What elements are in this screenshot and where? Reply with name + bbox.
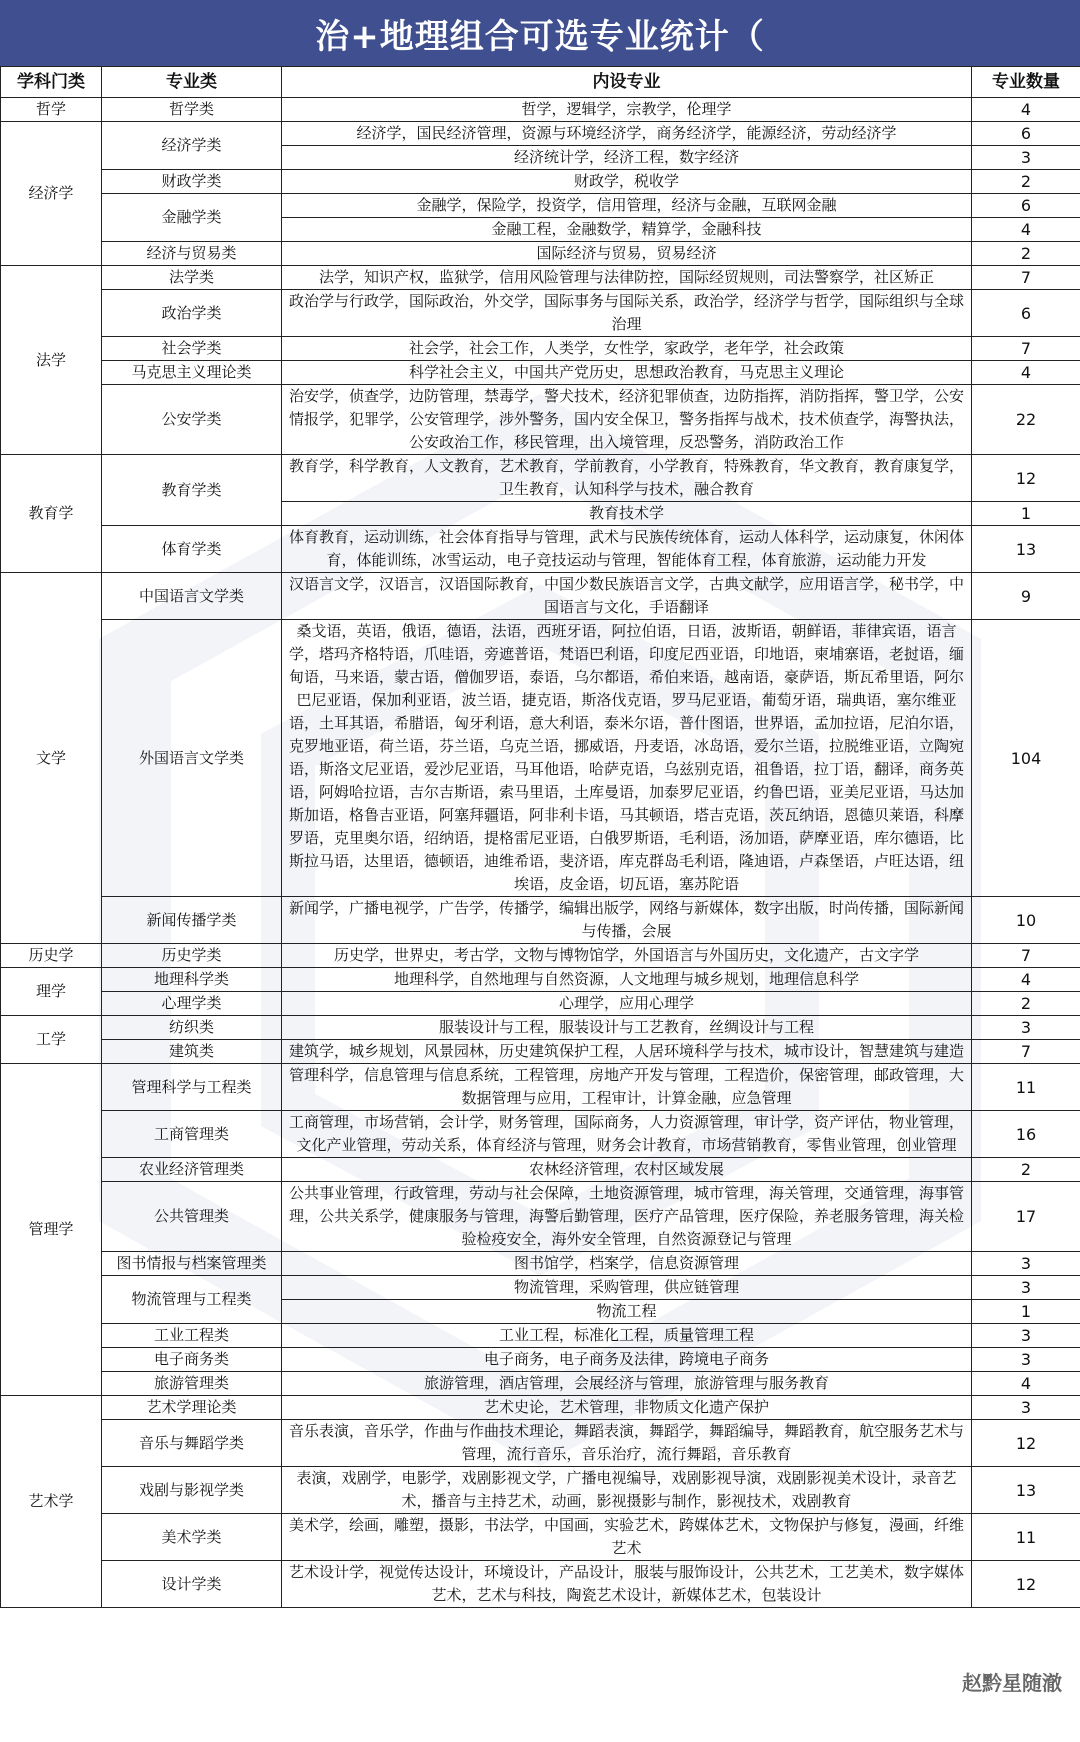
majors-cell: 科学社会主义，中国共产党历史，思想政治教育，马克思主义理论: [282, 361, 972, 385]
class-cell: 体育学类: [102, 526, 282, 573]
class-cell: 历史学类: [102, 944, 282, 968]
count-cell: 6: [972, 290, 1080, 337]
class-cell: 公安学类: [102, 385, 282, 455]
table-row: [1, 526, 1080, 573]
discipline-cell: 管理学: [1, 1064, 102, 1396]
count-cell: 22: [972, 385, 1080, 455]
majors-cell: 电子商务，电子商务及法律，跨境电子商务: [282, 1348, 972, 1372]
majors-cell: 财政学，税收学: [282, 170, 972, 194]
majors-cell: 物流管理，采购管理，供应链管理: [282, 1276, 972, 1300]
class-cell: 金融学类: [102, 194, 282, 242]
count-cell: 7: [972, 337, 1080, 361]
table-header-row: [1, 67, 1080, 98]
count-cell: 11: [972, 1514, 1080, 1561]
count-cell: 3: [972, 1396, 1080, 1420]
majors-cell: 汉语言文学，汉语言，汉语国际教育，中国少数民族语言文学，古典文献学，应用语言学，秘书学，中国语言与文化，手语翻译: [282, 573, 972, 620]
majors-cell: 建筑学，城乡规划，风景园林，历史建筑保护工程，人居环境科学与技术，城市设计，智慧建筑与建造: [282, 1040, 972, 1064]
table-row: [1, 1561, 1080, 1608]
class-cell: 建筑类: [102, 1040, 282, 1064]
discipline-cell: 工学: [1, 1016, 102, 1064]
majors-cell: 新闻学，广播电视学，广告学，传播学，编辑出版学，网络与新媒体，数字出版，时尚传播，国际新闻与传播，会展: [282, 897, 972, 944]
majors-cell: 桑戈语，英语，俄语，德语，法语，西班牙语，阿拉伯语，日语，波斯语，朝鲜语，菲律宾语，语言学，塔玛齐格特语，爪哇语，旁遮普语，梵语巴利语，印度尼西亚语，印地语，柬埔寨语，老挝语，缅甸语，马来语，蒙古语，僧伽罗语，泰语，乌尔都语，希伯来语，越南语，豪萨语，斯瓦希里语，阿尔巴尼亚语，保加利亚语，波兰语，捷克语，斯洛伐克语，罗马尼亚语，葡萄牙语，瑞典语，塞尔维亚语，土耳其语，希腊语，匈牙利语，意大利语，泰米尔语，普什图语，世界语，孟加拉语，尼泊尔语，克罗地亚语，荷兰语，芬兰语，乌克兰语，挪威语，丹麦语，冰岛语，爱尔兰语，拉脱维亚语，立陶宛语，斯洛文尼亚语，爱沙尼亚语，马耳他语，哈萨克语，乌兹别克语，祖鲁语，拉丁语，翻译，商务英语，阿姆哈拉语，吉尔吉斯语，索马里语，土库曼语，加泰罗尼亚语，约鲁巴语，亚美尼亚语，马达加斯加语，格鲁吉亚语，阿塞拜疆语，阿非利卡语，马其顿语，塔吉克语，茨瓦纳语，恩德贝莱语，科摩罗语，克里奥尔语，绍纳语，提格雷尼亚语，白俄罗斯语，毛利语，汤加语，萨摩亚语，库尔德语，比斯拉马语，达里语，德顿语，迪维希语，斐济语，库克群岛毛利语，隆迪语，卢森堡语，卢旺达语，纽埃语，皮金语，切瓦语，塞苏陀语: [282, 620, 972, 897]
discipline-cell: 文学: [1, 573, 102, 944]
majors-cell: 金融工程，金融数学，精算学，金融科技: [282, 218, 972, 242]
class-cell: 中国语言文学类: [102, 573, 282, 620]
header-count: 专业数量: [972, 67, 1080, 98]
table-row: [1, 944, 1080, 968]
majors-table: [0, 66, 1080, 1608]
count-cell: 10: [972, 897, 1080, 944]
header-class: 专业类: [102, 67, 282, 98]
class-cell: 管理科学与工程类: [102, 1064, 282, 1111]
class-cell: 戏剧与影视学类: [102, 1467, 282, 1514]
table-row: [1, 1396, 1080, 1420]
class-cell: 政治学类: [102, 290, 282, 337]
count-cell: 3: [972, 1016, 1080, 1040]
page-title: 治+地理组合可选专业统计（: [315, 16, 765, 57]
class-cell: 经济学类: [102, 122, 282, 170]
count-cell: 4: [972, 1372, 1080, 1396]
table-row: [1, 573, 1080, 620]
majors-cell: 历史学，世界史，考古学，文物与博物馆学，外国语言与外国历史，文化遗产，古文字学: [282, 944, 972, 968]
class-cell: 农业经济管理类: [102, 1158, 282, 1182]
table-row: [1, 1182, 1080, 1252]
class-cell: 旅游管理类: [102, 1372, 282, 1396]
table-row: [1, 122, 1080, 146]
discipline-cell: 艺术学: [1, 1396, 102, 1608]
class-cell: 马克思主义理论类: [102, 361, 282, 385]
table-row: [1, 1420, 1080, 1467]
table-row: [1, 1348, 1080, 1372]
table-row: [1, 170, 1080, 194]
majors-cell: 服装设计与工程，服装设计与工艺教育，丝绸设计与工程: [282, 1016, 972, 1040]
class-cell: 艺术学理论类: [102, 1396, 282, 1420]
majors-cell: 艺术史论，艺术管理，非物质文化遗产保护: [282, 1396, 972, 1420]
table-row: [1, 1016, 1080, 1040]
table-row: [1, 992, 1080, 1016]
table-row: [1, 242, 1080, 266]
discipline-cell: 经济学: [1, 122, 102, 266]
table-row: [1, 968, 1080, 992]
class-cell: 设计学类: [102, 1561, 282, 1608]
table-row: [1, 1276, 1080, 1300]
majors-cell: 物流工程: [282, 1300, 972, 1324]
table-row: [1, 98, 1080, 122]
count-cell: 2: [972, 242, 1080, 266]
count-cell: 2: [972, 170, 1080, 194]
majors-cell: 社会学，社会工作，人类学，女性学，家政学，老年学，社会政策: [282, 337, 972, 361]
table-row: [1, 455, 1080, 502]
count-cell: 7: [972, 266, 1080, 290]
majors-cell: 公共事业管理，行政管理，劳动与社会保障，土地资源管理，城市管理，海关管理，交通管理，海事管理，公共关系学，健康服务与管理，海警后勤管理，医疗产品管理，医疗保险，养老服务管理，海关检验检疫安全，海外安全管理，自然资源登记与管理: [282, 1182, 972, 1252]
table-row: [1, 897, 1080, 944]
majors-cell: 地理科学，自然地理与自然资源，人文地理与城乡规划，地理信息科学: [282, 968, 972, 992]
majors-cell: 经济统计学，经济工程，数字经济: [282, 146, 972, 170]
majors-cell: 政治学与行政学，国际政治，外交学，国际事务与国际关系，政治学，经济学与哲学，国际组织与全球治理: [282, 290, 972, 337]
count-cell: 4: [972, 361, 1080, 385]
class-cell: 美术学类: [102, 1514, 282, 1561]
count-cell: 13: [972, 526, 1080, 573]
count-cell: 12: [972, 455, 1080, 502]
count-cell: 3: [972, 146, 1080, 170]
count-cell: 3: [972, 1324, 1080, 1348]
majors-cell: 经济学，国民经济管理，资源与环境经济学，商务经济学，能源经济，劳动经济学: [282, 122, 972, 146]
table-row: [1, 1372, 1080, 1396]
class-cell: 外国语言文学类: [102, 620, 282, 897]
count-cell: 17: [972, 1182, 1080, 1252]
majors-cell: 旅游管理，酒店管理，会展经济与管理，旅游管理与服务教育: [282, 1372, 972, 1396]
class-cell: 财政学类: [102, 170, 282, 194]
watermark: 赵黔星随澈: [962, 1671, 1062, 1695]
count-cell: 1: [972, 502, 1080, 526]
table-row: [1, 194, 1080, 218]
discipline-cell: 哲学: [1, 98, 102, 122]
table-row: [1, 1064, 1080, 1111]
count-cell: 12: [972, 1561, 1080, 1608]
table-row: [1, 266, 1080, 290]
majors-cell: 图书馆学，档案学，信息资源管理: [282, 1252, 972, 1276]
count-cell: 4: [972, 218, 1080, 242]
class-cell: 哲学类: [102, 98, 282, 122]
count-cell: 11: [972, 1064, 1080, 1111]
majors-cell: 音乐表演，音乐学，作曲与作曲技术理论，舞蹈表演，舞蹈学，舞蹈编导，舞蹈教育，航空服务艺术与管理，流行音乐，音乐治疗，流行舞蹈，音乐教育: [282, 1420, 972, 1467]
count-cell: 3: [972, 1276, 1080, 1300]
table-row: [1, 290, 1080, 337]
discipline-cell: 教育学: [1, 455, 102, 573]
count-cell: 3: [972, 1348, 1080, 1372]
class-cell: 音乐与舞蹈学类: [102, 1420, 282, 1467]
count-cell: 9: [972, 573, 1080, 620]
class-cell: 经济与贸易类: [102, 242, 282, 266]
majors-cell: 国际经济与贸易，贸易经济: [282, 242, 972, 266]
count-cell: 7: [972, 1040, 1080, 1064]
count-cell: 12: [972, 1420, 1080, 1467]
majors-cell: 美术学，绘画，雕塑，摄影，书法学，中国画，实验艺术，跨媒体艺术，文物保护与修复，漫画，纤维艺术: [282, 1514, 972, 1561]
majors-cell: 艺术设计学，视觉传达设计，环境设计，产品设计，服装与服饰设计，公共艺术，工艺美术，数字媒体艺术，艺术与科技，陶瓷艺术设计，新媒体艺术，包装设计: [282, 1561, 972, 1608]
majors-cell: 教育学，科学教育，人文教育，艺术教育，学前教育，小学教育，特殊教育，华文教育，教育康复学，卫生教育，认知科学与技术，融合教育: [282, 455, 972, 502]
header-majors: 内设专业: [282, 67, 972, 98]
class-cell: 工商管理类: [102, 1111, 282, 1158]
count-cell: 2: [972, 1158, 1080, 1182]
majors-cell: 法学，知识产权，监狱学，信用风险管理与法律防控，国际经贸规则，司法警察学，社区矫正: [282, 266, 972, 290]
table-row: [1, 1158, 1080, 1182]
count-cell: 13: [972, 1467, 1080, 1514]
table-row: [1, 1252, 1080, 1276]
discipline-cell: 理学: [1, 968, 102, 1016]
table-body: [1, 98, 1080, 1608]
count-cell: 1: [972, 1300, 1080, 1324]
discipline-cell: 历史学: [1, 944, 102, 968]
table-row: [1, 1514, 1080, 1561]
majors-cell: 管理科学，信息管理与信息系统，工程管理，房地产开发与管理，工程造价，保密管理，邮政管理，大数据管理与应用，工程审计，计算金融，应急管理: [282, 1064, 972, 1111]
class-cell: 社会学类: [102, 337, 282, 361]
count-cell: 7: [972, 944, 1080, 968]
count-cell: 6: [972, 194, 1080, 218]
table-row: [1, 1040, 1080, 1064]
majors-cell: 治安学，侦查学，边防管理，禁毒学，警犬技术，经济犯罪侦查，边防指挥，消防指挥，警卫学，公安情报学，犯罪学，公安管理学，涉外警务，国内安全保卫，警务指挥与战术，技术侦查学，海警执法，公安政治工作，移民管理，出入境管理，反恐警务，消防政治工作: [282, 385, 972, 455]
majors-cell: 工商管理，市场营销，会计学，财务管理，国际商务，人力资源管理，审计学，资产评估，物业管理，文化产业管理，劳动关系，体育经济与管理，财务会计教育，市场营销教育，零售业管理，创业管理: [282, 1111, 972, 1158]
page-title-banner: [0, 0, 1080, 66]
class-cell: 工业工程类: [102, 1324, 282, 1348]
class-cell: 图书情报与档案管理类: [102, 1252, 282, 1276]
header-discipline: 学科门类: [1, 67, 102, 98]
majors-cell: 农林经济管理，农村区域发展: [282, 1158, 972, 1182]
class-cell: 教育学类: [102, 455, 282, 526]
majors-cell: 教育技术学: [282, 502, 972, 526]
majors-cell: 心理学，应用心理学: [282, 992, 972, 1016]
class-cell: 新闻传播学类: [102, 897, 282, 944]
count-cell: 104: [972, 620, 1080, 897]
majors-cell: 哲学，逻辑学，宗教学，伦理学: [282, 98, 972, 122]
table-row: [1, 385, 1080, 455]
table-row: [1, 361, 1080, 385]
majors-cell: 工业工程，标准化工程，质量管理工程: [282, 1324, 972, 1348]
discipline-cell: 法学: [1, 266, 102, 455]
class-cell: 法学类: [102, 266, 282, 290]
table-row: [1, 1111, 1080, 1158]
count-cell: 16: [972, 1111, 1080, 1158]
count-cell: 2: [972, 992, 1080, 1016]
class-cell: 地理科学类: [102, 968, 282, 992]
count-cell: 3: [972, 1252, 1080, 1276]
class-cell: 电子商务类: [102, 1348, 282, 1372]
class-cell: 纺织类: [102, 1016, 282, 1040]
count-cell: 6: [972, 122, 1080, 146]
class-cell: 公共管理类: [102, 1182, 282, 1252]
majors-cell: 表演，戏剧学，电影学，戏剧影视文学，广播电视编导，戏剧影视导演，戏剧影视美术设计，录音艺术，播音与主持艺术，动画，影视摄影与制作，影视技术，戏剧教育: [282, 1467, 972, 1514]
class-cell: 心理学类: [102, 992, 282, 1016]
majors-cell: 金融学，保险学，投资学，信用管理，经济与金融，互联网金融: [282, 194, 972, 218]
table-row: [1, 620, 1080, 897]
table-row: [1, 1324, 1080, 1348]
count-cell: 4: [972, 968, 1080, 992]
majors-cell: 体育教育，运动训练，社会体育指导与管理，武术与民族传统体育，运动人体科学，运动康复，休闲体育，体能训练，冰雪运动，电子竞技运动与管理，智能体育工程，体育旅游，运动能力开发: [282, 526, 972, 573]
table-row: [1, 1467, 1080, 1514]
count-cell: 4: [972, 98, 1080, 122]
class-cell: 物流管理与工程类: [102, 1276, 282, 1324]
table-row: [1, 337, 1080, 361]
